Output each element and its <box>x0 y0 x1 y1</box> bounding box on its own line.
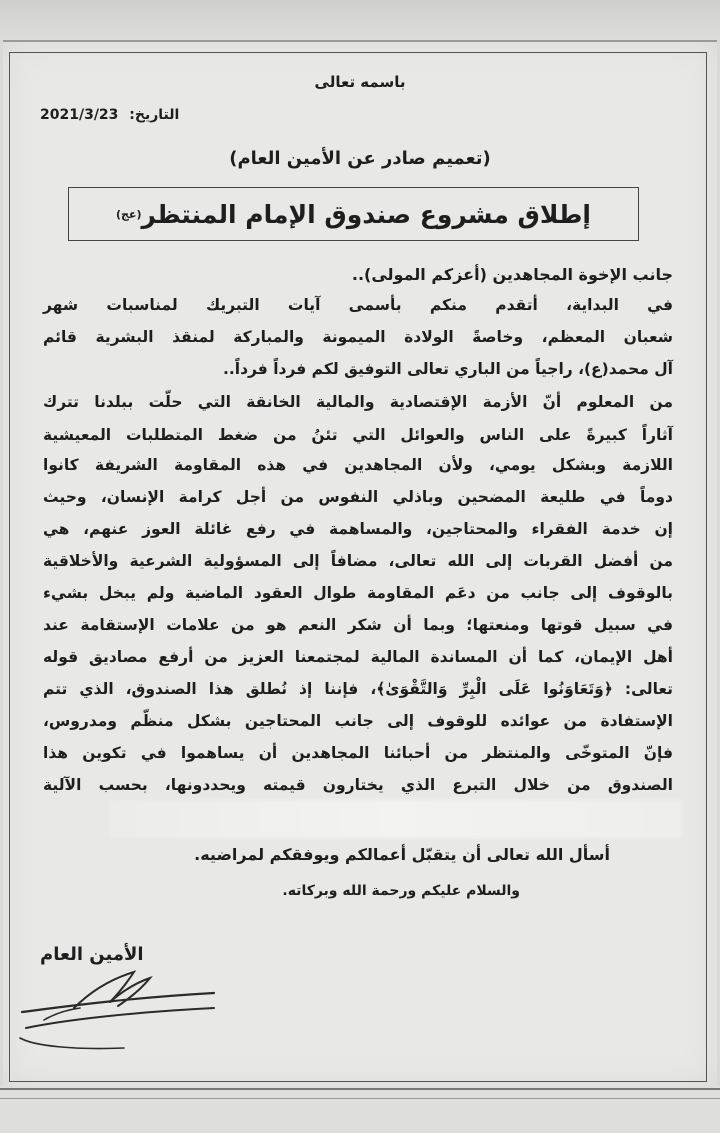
handwritten-signature <box>14 968 224 1058</box>
redacted-line <box>110 800 682 838</box>
basmala-heading: باسمه تعالى <box>314 73 406 91</box>
body-line-13: تعالى: ﴿وَتَعَاوَنُوا عَلَى الْبِرِّ وَالتَّقْوَىٰ﴾، فإننا إذ نُطلق هذا الصندوق، الذي تتم <box>43 680 673 698</box>
body-line-1: في البداية، أتقدم منكم بأسمى آيات التبريك لمناسبات شهر <box>43 296 673 314</box>
date-value: 2021/3/23 <box>40 107 119 123</box>
body-line-11: في سبيل قوتها ومنعتها؛ وبما أن شكر النعم هو من علامات الإستقامة عند <box>43 616 673 634</box>
page-bottom-edge <box>0 1086 720 1133</box>
circular-note: (تعميم صادر عن الأمين العام) <box>229 148 491 169</box>
document-title: إطلاق مشروع صندوق الإمام المنتظر <box>141 199 591 229</box>
body-line-4: من المعلوم أنّ الأزمة الإقتصادية والمالية الخانقة التي حلّت ببلدنا تترك <box>43 393 673 411</box>
date-label: التاريخ: <box>129 107 180 123</box>
body-line-5: آثاراً كبيرةً على الناس والعوائل التي تئنُ من ضغط المتطلبات المعيشية <box>43 426 673 444</box>
date-line <box>40 107 179 123</box>
body-line-14: الإستفادة من عوائده للوقوف إلى جانب المحتاجين بشكل منظّم ومدروس، <box>43 712 673 730</box>
title-superscript: (عج) <box>116 207 142 221</box>
body-line-3: آل محمد(ع)، راجياً من الباري تعالى التوفيق لكم فرداً فرداً.. <box>223 360 673 378</box>
closing-greeting: والسلام عليكم ورحمة الله وبركاته. <box>282 883 520 899</box>
body-line-10: بالوقوف إلى جانب من دعَم المقاومة طوال العقود الماضية ولم يبخل بشيء <box>43 584 673 602</box>
body-line-2: شعبان المعظم، وخاصةً الولادة الميمونة والمباركة لمنقذ البشرية قائم <box>43 328 673 346</box>
photo-background-top <box>0 0 720 40</box>
signer-title: الأمين العام <box>40 944 144 965</box>
bottom-rule-1 <box>0 1088 720 1090</box>
body-line-8: إن خدمة الفقراء والمحتاجين، والمساهمة في رفع غائلة العوز عنهم، هي <box>43 520 673 538</box>
closing-prayer: أسأل الله تعالى أن يتقبّل أعمالكم ويوفقكم لمراضيه. <box>194 845 610 864</box>
body-line-6: اللازمة وبشكل يومي، ولأن المجاهدين في هذه المقاومة الشريفة كانوا <box>43 456 673 474</box>
body-line-16: الصندوق من خلال التبرع الذي يختارون قيمته ويحددونها، بحسب الآلية <box>43 776 673 794</box>
salutation: جانب الإخوة المجاهدين (أعزكم المولى).. <box>351 265 673 284</box>
title-box <box>68 187 639 241</box>
body-line-7: دوماً في طليعة المضحين وباذلي النفوس من أجل كرامة الإنسان، وحيث <box>43 488 673 506</box>
body-line-9: من أفضل القربات إلى الله تعالى، مضافاً إلى المسؤولية الشرعية والأخلاقية <box>43 552 673 570</box>
body-line-12: أهل الإيمان، كما أن المساندة المالية لمجتمعنا العزيز من أرفع مصاديق قوله <box>43 648 673 666</box>
body-line-15: فإنّ المتوخّى والمنتظر من أحبائنا المجاهدين أن يساهموا في تكوين هذا <box>43 744 673 762</box>
bottom-rule-2 <box>0 1098 720 1099</box>
